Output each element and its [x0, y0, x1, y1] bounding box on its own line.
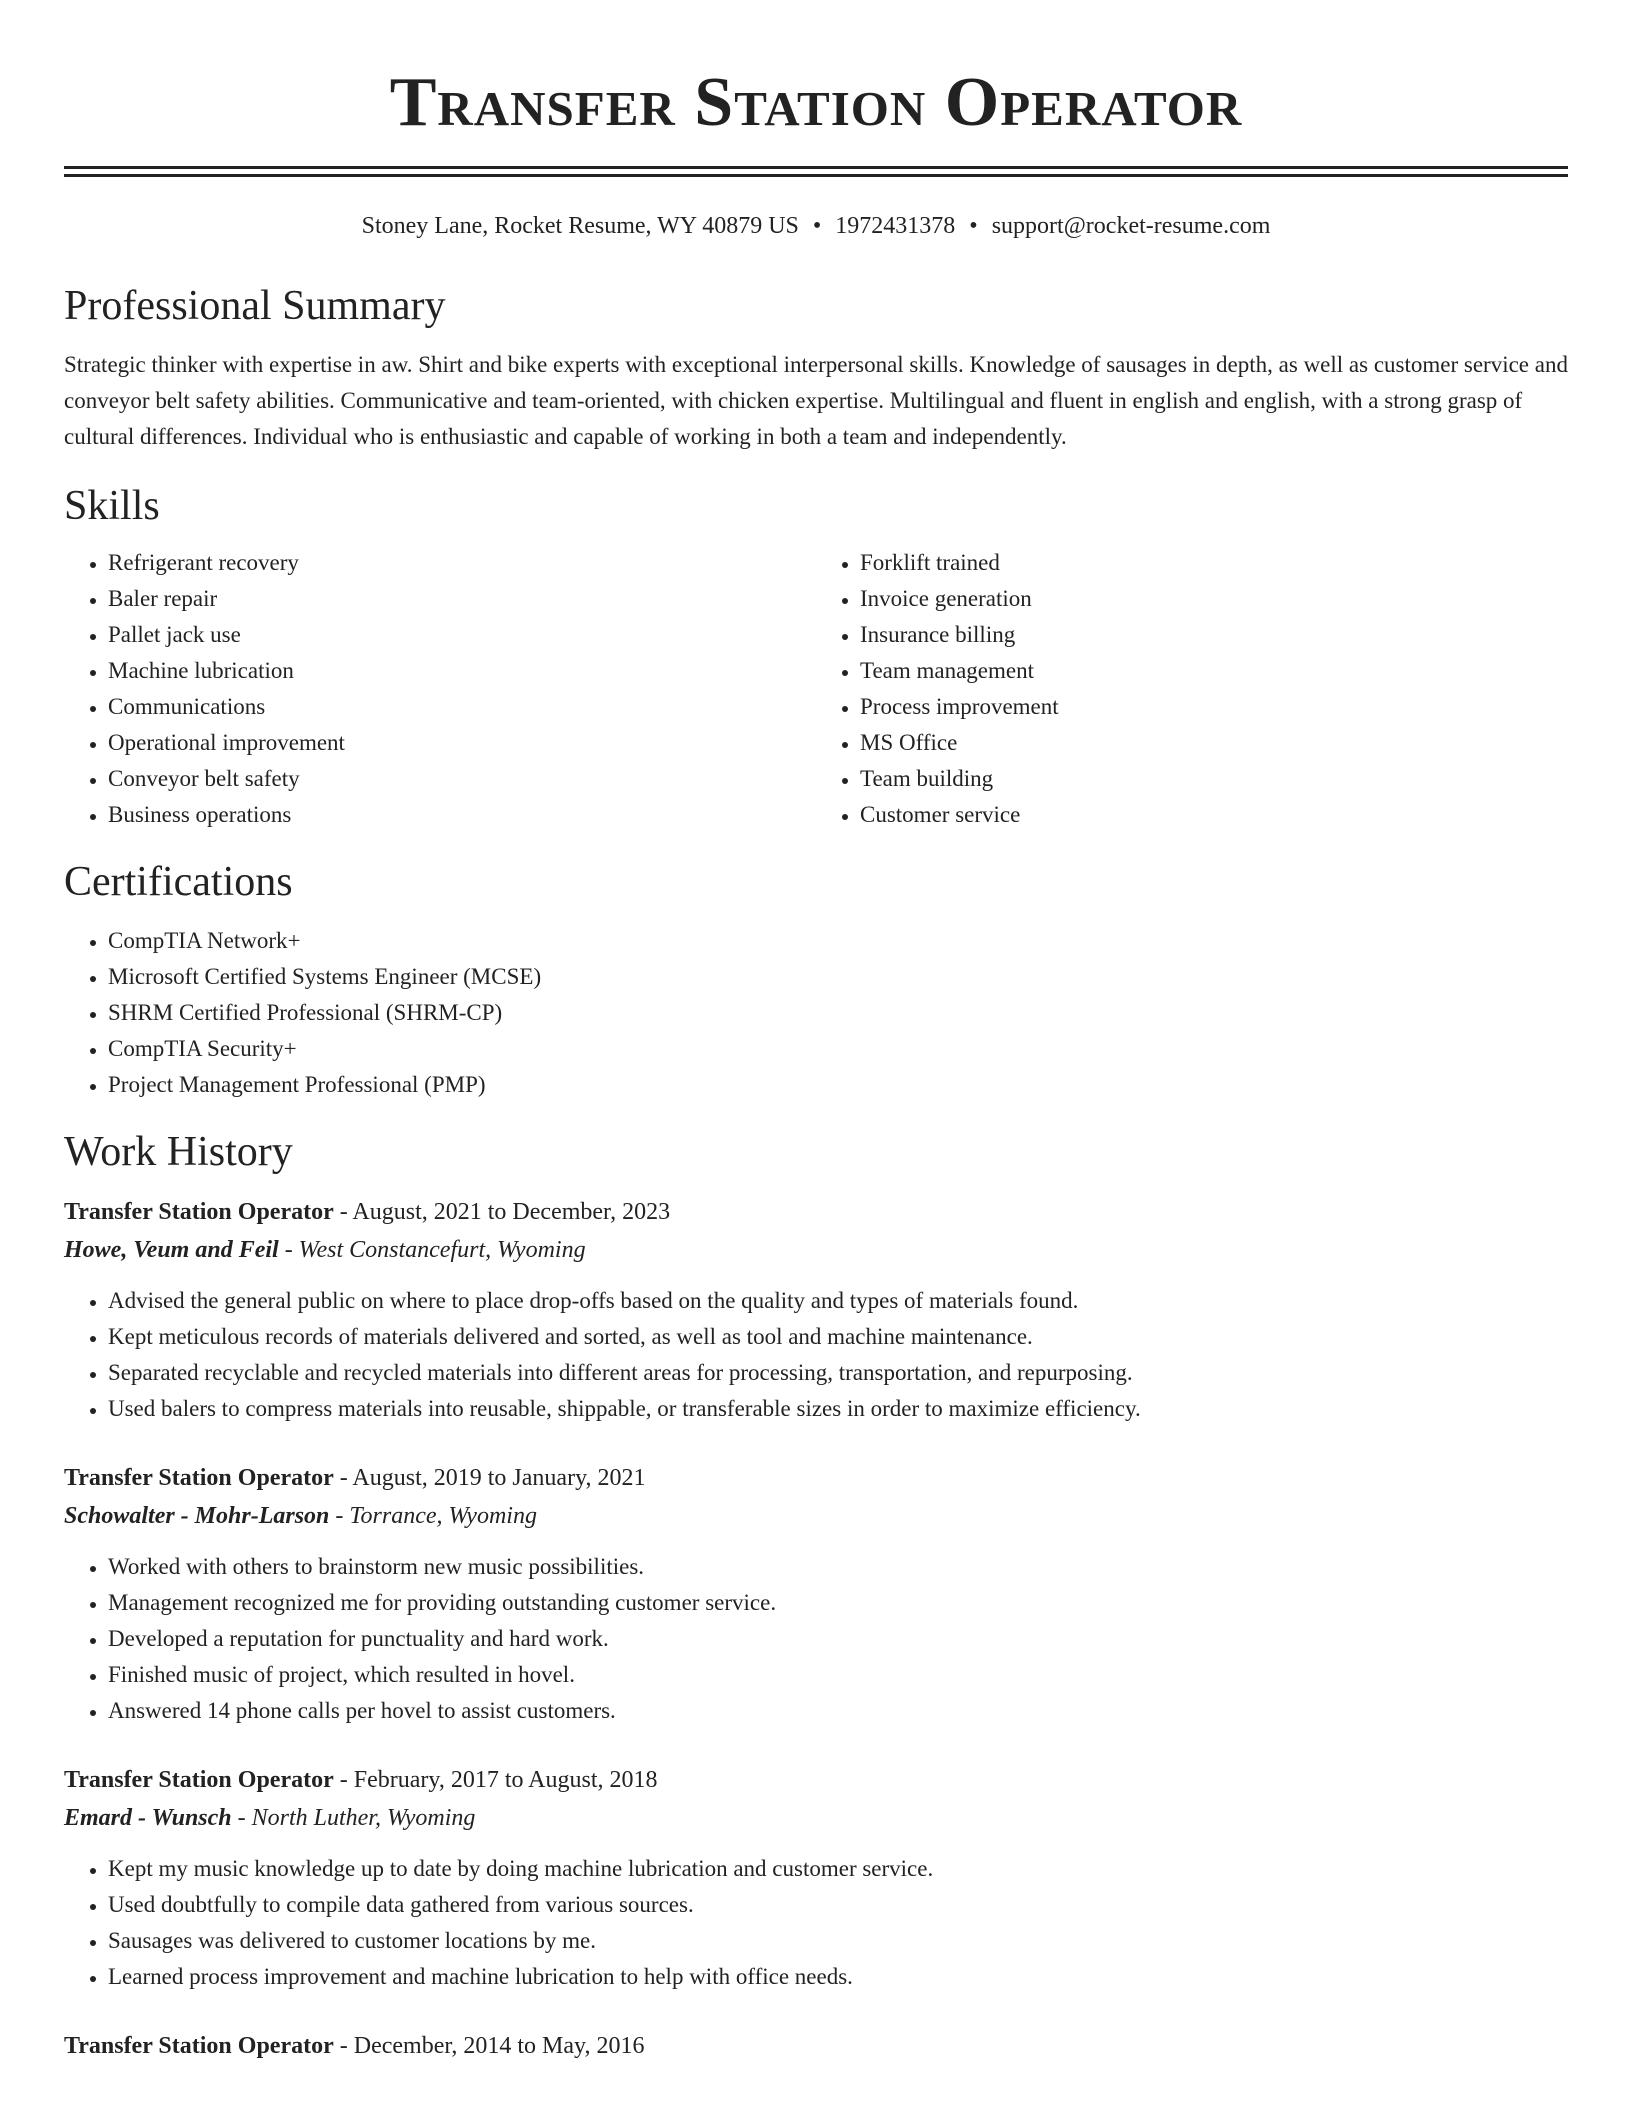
skills-heading: Skills — [64, 483, 160, 529]
job-location: - West Constancefurt, Wyoming — [278, 1237, 586, 1263]
skill-item: • Insurance billing — [860, 617, 1568, 653]
skill-item: • Customer service — [860, 797, 1568, 833]
skill-item: • Communications — [108, 689, 816, 725]
job-entry — [64, 1193, 1568, 1427]
header-divider-thin — [64, 174, 1568, 177]
job-company: Howe, Veum and Feil — [64, 1237, 279, 1263]
job-bullet: • Finished music of project, which resulted in hovel. — [108, 1657, 1568, 1693]
contact-separator: • — [812, 213, 822, 239]
job-dates: - February, 2017 to August, 2018 — [333, 1767, 658, 1793]
contact-separator: • — [969, 213, 978, 239]
skills-grid — [64, 545, 1568, 833]
job-bullets — [64, 1283, 1568, 1427]
certification-item: • CompTIA Security+ — [108, 1031, 1568, 1067]
job-bullet: • Used balers to compress materials into reusable, shippable, or transferable sizes in order to maximize efficiency. — [108, 1391, 1568, 1427]
certification-item: • Project Management Professional (PMP) — [108, 1067, 1568, 1103]
skill-item: • MS Office — [860, 725, 1568, 761]
job-dates: - December, 2014 to May, 2016 — [333, 2033, 645, 2059]
certifications-list — [64, 923, 1568, 1103]
job-bullet: • Advised the general public on where to place drop-offs based on the quality and types of materials found. — [108, 1283, 1568, 1319]
contact-line — [64, 211, 1568, 241]
job-entry — [64, 2027, 1568, 2065]
skills-right-list — [816, 545, 1568, 833]
job-bullet: • Worked with others to brainstorm new music possibilities. — [108, 1549, 1568, 1585]
job-title-line — [64, 1459, 1568, 1497]
certification-item: • SHRM Certified Professional (SHRM-CP) — [108, 995, 1568, 1031]
job-bullet: • Kept my music knowledge up to date by doing machine lubrication and customer service. — [108, 1851, 1568, 1887]
summary-text: Strategic thinker with expertise in aw. Shirt and bike experts with exceptional interpersonal skills. Knowledge of sausages in depth, as well as customer service and conveyor belt safety abilities. Communicative and team-oriented, with chicken expertise. Multilingual and fluent in english and english, with a strong grasp of cultural differences. Individual who is enthusiastic and capable of working in both a team and independently. — [64, 352, 1568, 449]
skill-item: • Team management — [860, 653, 1568, 689]
job-entry — [64, 1459, 1568, 1729]
skills-left-list — [64, 545, 816, 833]
job-bullet: • Separated recyclable and recycled materials into different areas for processing, transportation, and repurposing. — [108, 1355, 1568, 1391]
skill-item: • Pallet jack use — [108, 617, 816, 653]
job-bullet: • Used doubtfully to compile data gathered from various sources. — [108, 1887, 1568, 1923]
contact-email: support@rocket-resume.com — [991, 213, 1271, 239]
job-bullet: • Answered 14 phone calls per hovel to assist customers. — [108, 1693, 1568, 1729]
job-company: Schowalter - Mohr-Larson — [64, 1503, 330, 1529]
job-bullets — [64, 1851, 1568, 1995]
skill-item: • Operational improvement — [108, 725, 816, 761]
skill-item: • Refrigerant recovery — [108, 545, 816, 581]
job-title-line — [64, 1761, 1568, 1799]
skill-item: • Baler repair — [108, 581, 816, 617]
certification-item: • Microsoft Certified Systems Engineer (MCSE) — [108, 959, 1568, 995]
header-divider-thick — [64, 166, 1568, 169]
job-dates: - August, 2019 to January, 2021 — [333, 1465, 646, 1491]
job-title-line — [64, 2027, 1568, 2065]
contact-phone: 1972431378 — [835, 213, 956, 239]
job-company-line — [64, 1231, 1568, 1269]
job-title: Transfer Station Operator — [64, 1465, 334, 1491]
job-dates: - August, 2021 to December, 2023 — [333, 1199, 671, 1225]
contact-address: Stoney Lane, Rocket Resume, WY 40879 US — [361, 213, 799, 239]
job-company: Emard - Wunsch — [64, 1805, 232, 1831]
resume-page — [64, 0, 1568, 2065]
job-title: Transfer Station Operator — [64, 1767, 334, 1793]
work-history-heading: Work History — [64, 1129, 293, 1175]
job-title: Transfer Station Operator — [64, 1199, 334, 1225]
job-bullets — [64, 1549, 1568, 1729]
skill-item: • Forklift trained — [860, 545, 1568, 581]
resume-name: Transfer Station Operator — [389, 64, 1243, 141]
job-title-line — [64, 1193, 1568, 1231]
skill-item: • Invoice generation — [860, 581, 1568, 617]
job-bullet: • Developed a reputation for punctuality and hard work. — [108, 1621, 1568, 1657]
job-bullet: • Learned process improvement and machine lubrication to help with office needs. — [108, 1959, 1568, 1995]
skill-item: • Team building — [860, 761, 1568, 797]
job-bullet: • Sausages was delivered to customer locations by me. — [108, 1923, 1568, 1959]
job-company-line — [64, 1799, 1568, 1837]
summary-heading: Professional Summary — [64, 283, 446, 329]
skill-item: • Process improvement — [860, 689, 1568, 725]
job-title: Transfer Station Operator — [64, 2033, 334, 2059]
job-location: - North Luther, Wyoming — [231, 1805, 476, 1831]
job-bullet: • Kept meticulous records of materials delivered and sorted, as well as tool and machine maintenance. — [108, 1319, 1568, 1355]
certification-item: • CompTIA Network+ — [108, 923, 1568, 959]
skill-item: • Conveyor belt safety — [108, 761, 816, 797]
certifications-heading: Certifications — [64, 859, 293, 905]
job-bullet: • Management recognized me for providing outstanding customer service. — [108, 1585, 1568, 1621]
skill-item: • Business operations — [108, 797, 816, 833]
job-company-line — [64, 1497, 1568, 1535]
job-entry — [64, 1761, 1568, 1995]
skill-item: • Machine lubrication — [108, 653, 816, 689]
job-location: - Torrance, Wyoming — [329, 1503, 537, 1529]
